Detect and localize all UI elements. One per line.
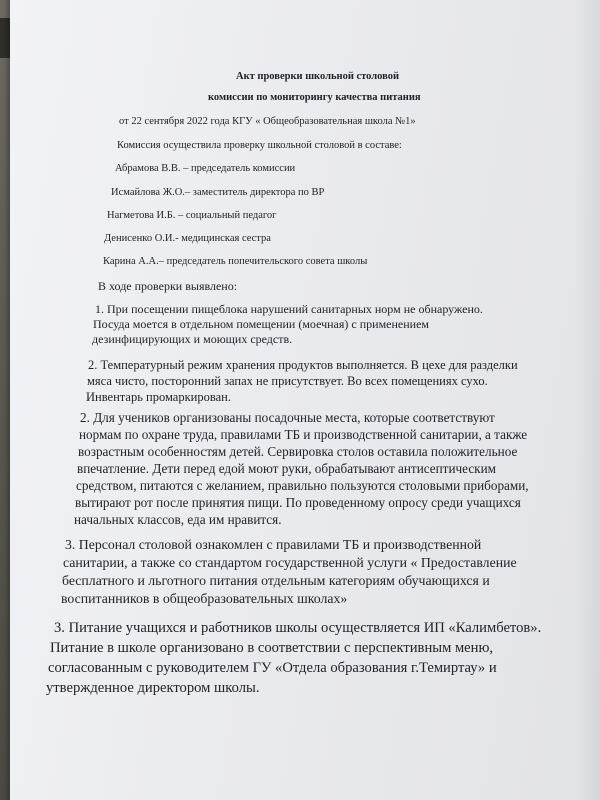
paragraph-line: средством, питаются с желанием, правильно пользуются столовыми приборами, xyxy=(76,478,529,493)
commission-intro: Комиссия осуществила проверку школьной столовой в составе: xyxy=(117,140,402,151)
paragraph-line: впечатление. Дети перед едой моют руки, обрабатывают антисептическим xyxy=(77,461,496,476)
member-item: Нагметова И.Б. – социальный педагог xyxy=(107,210,277,221)
member-item: Исмайлова Ж.О.– заместитель директора по ВР xyxy=(111,187,325,198)
paragraph-line: согласованным с руководителем ГУ «Отдела образования г.Темиртау» и xyxy=(48,660,497,676)
paragraph-line: утвержденное директором школы. xyxy=(46,680,260,696)
paragraph-line: 1. При посещении пищеблока нарушений санитарных норм не обнаружено. xyxy=(95,302,483,316)
paragraph-line: бесплатного и льготного питания отдельным категориям обучающихся и xyxy=(62,573,490,588)
member-item: Денисенко О.И.- медицинская сестра xyxy=(104,233,271,244)
paragraph-line: Инвентарь промаркирован. xyxy=(86,390,231,404)
date-line: от 22 сентября 2022 года КГУ « Общеобразовательная школа №1» xyxy=(119,116,416,127)
paragraph-line: начальных классов, еда им нравится. xyxy=(74,512,282,527)
paragraph-line: вытирают рот после принятия пищи. По проведенному опросу среди учащихся xyxy=(75,495,521,510)
paragraph-line: мяса чисто, посторонний запах не присутствует. Во всех помещениях сухо. xyxy=(87,374,488,388)
paragraph-line: 2. Для учеников организованы посадочные места, которые соответствуют xyxy=(80,410,495,425)
findings-intro: В ходе проверки выявлено: xyxy=(98,279,238,293)
member-item: Карина А.А.– председатель попечительского совета школы xyxy=(103,256,368,267)
paragraph-line: воспитанников в общеобразовательных школах» xyxy=(61,591,348,606)
paragraph-line: 2. Температурный режим хранения продуктов выполняется. В цехе для разделки xyxy=(88,358,518,372)
paragraph-line: возрастным особенностям детей. Сервировка столов оставила положительное xyxy=(78,444,518,459)
document-title: Акт проверки школьной столовой xyxy=(236,71,400,82)
paragraph-line: санитарии, а также со стандартом государственной услуги « Предоставление xyxy=(63,555,517,570)
paragraph-line: нормам по охране труда, правилами ТБ и производственной санитарии, а также xyxy=(79,427,528,442)
paragraph-line: дезинфицирующих и моющих средств. xyxy=(92,332,293,346)
paragraph-line: 3. Персонал столовой ознакомлен с правилами ТБ и производственной xyxy=(65,537,482,552)
member-item: Абрамова В.В. – председатель комиссии xyxy=(115,163,296,174)
paragraph-line: 3. Питание учащихся и работников школы осуществляется ИП «Калимбетов». xyxy=(54,620,542,636)
document-title: комиссии по мониторингу качества питания xyxy=(208,92,421,103)
paragraph-line: Питание в школе организовано в соответствии с перспективным меню, xyxy=(50,640,494,656)
paragraph-line: Посуда моется в отдельном помещении (моечная) с применением xyxy=(93,317,429,331)
